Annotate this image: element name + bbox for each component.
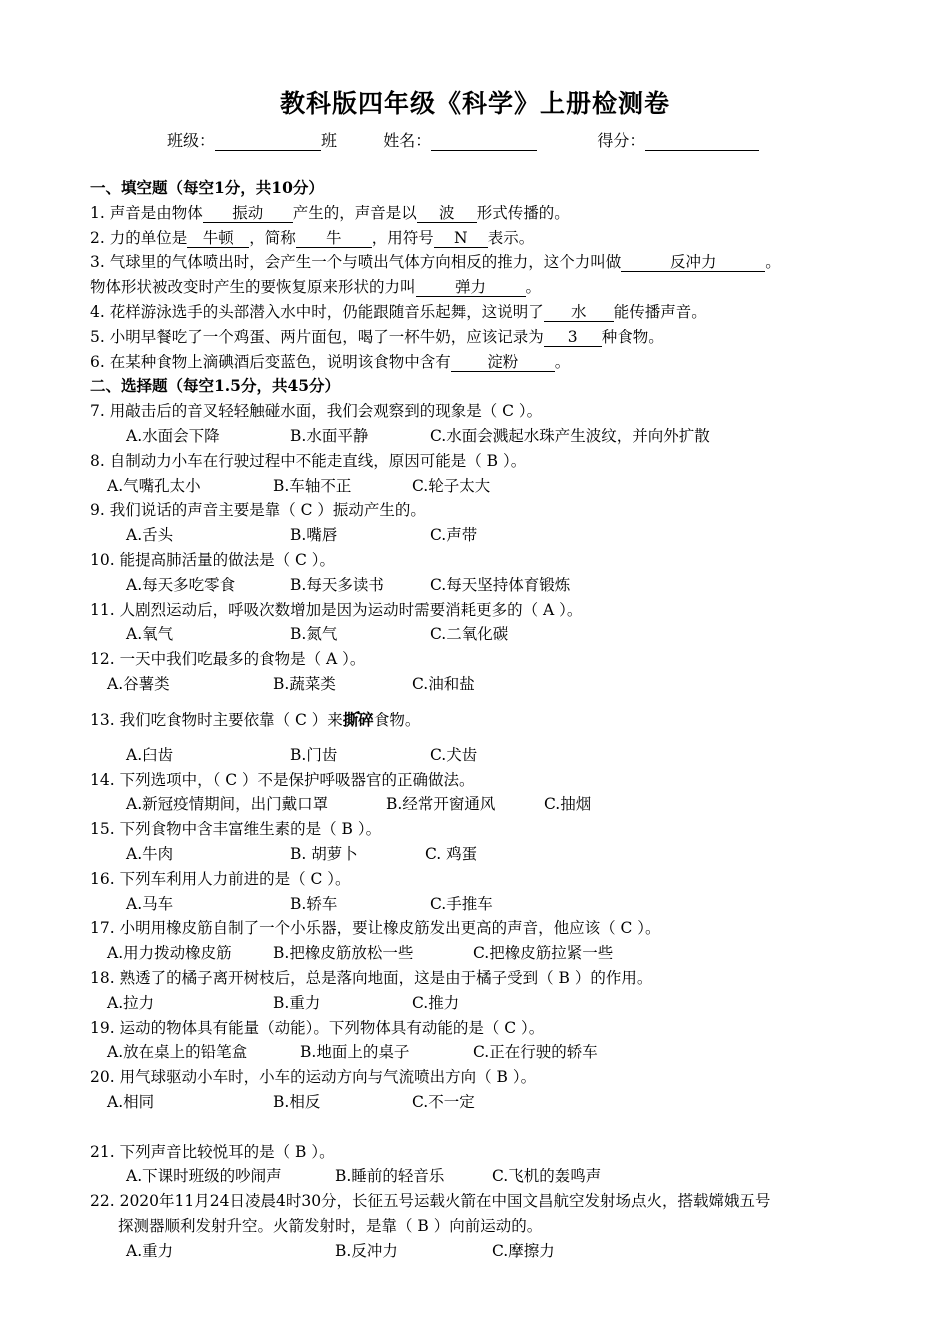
option-a: A.重力 (126, 1241, 174, 1260)
question-1 (90, 201, 890, 226)
section-heading: 一、填空题（每空1分，共10分） (90, 178, 324, 197)
option-c: C.油和盐 (412, 674, 475, 693)
exam-content (90, 176, 890, 1264)
option-b: B.蔬菜类 (273, 674, 336, 693)
option-a: A.下课时班级的吵闹声 (126, 1167, 282, 1186)
option-b: B.经常开窗通风 (386, 795, 496, 814)
question-18: 18. 熟透了的橘子离开树枝后，总是落向地面，这是由于橘子受到（ B ）的作用。 (90, 968, 653, 987)
q1-answer-2: 波 (417, 204, 477, 223)
option-c: C.每天坚持体育锻炼 (430, 575, 571, 594)
q5-text: 5. 小明早餐吃了一个鸡蛋、两片面包，喝了一杯牛奶，应该记录为 (90, 327, 544, 346)
question-17-options (90, 941, 890, 966)
class-suffix: 班 (321, 131, 338, 150)
option-b: B.门齿 (290, 745, 338, 764)
question-21: 21. 下列声音比较悦耳的是（ B ）。 (90, 1142, 335, 1161)
q2-text: 表示。 (487, 228, 535, 247)
score-label: 得分： (597, 131, 646, 150)
option-c: C.把橡皮筋拉紧一些 (473, 944, 614, 963)
question-15-options (90, 842, 890, 867)
section-heading: 二、选择题（每空1.5分，共45分） (90, 376, 341, 396)
option-c: C.轮子太大 (412, 476, 491, 495)
q6-text: 。 (554, 352, 571, 371)
q6-answer-1: 淀粉 (451, 353, 555, 372)
student-info-row (167, 128, 759, 151)
option-b: B.嘴唇 (290, 526, 338, 545)
q3-answer-1: 反冲力 (621, 253, 765, 272)
q1-text: 1. 声音是由物体 (90, 203, 203, 222)
option-a: A.牛肉 (126, 844, 174, 863)
q2-answer-1: 牛顿 (187, 229, 249, 248)
option-c: C.摩擦力 (492, 1241, 555, 1260)
question-7: 7. 用敲击后的音叉轻轻触碰水面，我们会观察到的现象是（ C ）。 (90, 402, 543, 421)
question-8-options (90, 474, 890, 499)
question-9-options (90, 523, 890, 548)
option-b: B.车轴不正 (273, 476, 352, 495)
option-b: B.相反 (273, 1092, 321, 1111)
option-b: B.重力 (273, 993, 321, 1012)
question-10-options (90, 573, 890, 598)
question-14-options (90, 792, 890, 817)
emphasis-text: 撕碎 (342, 709, 374, 729)
option-b: B.反冲力 (335, 1241, 398, 1260)
option-a: A.用力拨动橡皮筋 (107, 944, 232, 963)
option-c: C.声带 (430, 526, 478, 545)
option-a: A.气嘴孔太小 (107, 476, 201, 495)
option-b: B.地面上的桌子 (300, 1043, 410, 1062)
option-a: A.新冠疫情期间，出门戴口罩 (126, 795, 329, 814)
question-13 (90, 703, 890, 737)
question-22-options (90, 1239, 890, 1264)
question-20: 20. 用气球驱动小车时，小车的运动方向与气流喷出方向（ B ）。 (90, 1068, 537, 1087)
option-a: A.水面会下降 (126, 426, 220, 445)
option-b: B.水面平静 (290, 426, 369, 445)
question-20-options (90, 1090, 890, 1115)
question-18-options (90, 991, 890, 1016)
option-c: C.犬齿 (430, 745, 478, 764)
question-14: 14. 下列选项中，（ C ）不是保护呼吸器官的正确做法。 (90, 770, 475, 789)
question-16-options (90, 892, 890, 917)
option-a: A.拉力 (107, 993, 155, 1012)
option-b: B. 胡萝卜 (290, 844, 358, 863)
question-11: 11. 人剧烈运动后，呼吸次数增加是因为运动时需要消耗更多的（ A ）。 (90, 600, 583, 619)
class-blank (215, 134, 321, 151)
question-17: 17. 小明用橡皮筋自制了一个小乐器，要让橡皮筋发出更高的声音，他应该（ C ）。 (90, 919, 661, 938)
q3-text: 3. 气球里的气体喷出时，会产生一个与喷出气体方向相反的推力，这个力叫做 (90, 253, 622, 272)
option-c: C.二氧化碳 (430, 625, 509, 644)
question-12: 12. 一天中我们吃最多的食物是（ A ）。 (90, 650, 366, 669)
q2-text: ，简称 (249, 228, 296, 247)
question-7-options (90, 424, 890, 449)
q1-answer-1: 振动 (203, 204, 293, 223)
question-5 (90, 325, 890, 350)
question-21-options (90, 1164, 890, 1189)
option-b: B.每天多读书 (290, 575, 384, 594)
q1-text: 产生的，声音是以 (292, 203, 417, 222)
q6-text: 6. 在某种食物上滴碘酒后变蓝色，说明该食物中含有 (90, 352, 451, 371)
q1-text: 形式传播的。 (476, 203, 570, 222)
question-19-options (90, 1040, 890, 1065)
option-b: B.轿车 (290, 894, 338, 913)
q4-text: 4. 花样游泳选手的头部潜入水中时，仍能跟随音乐起舞，这说明了 (90, 302, 544, 321)
option-b: B.把橡皮筋放松一些 (273, 944, 414, 963)
question-15: 15. 下列食物中含丰富维生素的是（ B ）。 (90, 820, 382, 839)
option-a: A.谷薯类 (107, 674, 170, 693)
question-4 (90, 300, 890, 325)
option-c: C.手推车 (430, 894, 493, 913)
name-blank (431, 134, 537, 151)
q2-answer-2: 牛 (296, 229, 372, 248)
page-title: 教科版四年级《科学》上册检测卷 (279, 89, 670, 118)
question-16: 16. 下列车利用人力前进的是（ C ）。 (90, 869, 351, 888)
q3-answer-2: 弹力 (416, 278, 526, 297)
option-a: A.氧气 (126, 625, 174, 644)
question-12-options (90, 672, 890, 697)
q4-answer-1: 水 (544, 303, 614, 322)
q5-text: 种食物。 (601, 327, 664, 346)
option-b: B.睡前的轻音乐 (335, 1167, 445, 1186)
q5-answer-1: 3 (544, 328, 602, 347)
option-c: C.正在行驶的轿车 (473, 1043, 598, 1062)
score-blank (645, 134, 759, 151)
q13-text: 13. 我们吃食物时主要依靠（ C ）来 (90, 710, 343, 729)
option-c: C.不一定 (412, 1092, 475, 1111)
option-a: A.每天多吃零食 (126, 575, 236, 594)
q2-text: 2. 力的单位是 (90, 228, 188, 247)
q2-text: ，用符号 (371, 228, 434, 247)
option-c: C.水面会溅起水珠产生波纹，并向外扩散 (430, 426, 710, 445)
option-c: C. 鸡蛋 (425, 844, 478, 863)
option-a: A.相同 (107, 1092, 155, 1111)
question-6 (90, 350, 890, 375)
option-c: C.抽烟 (544, 795, 592, 814)
q3-text: 。 (525, 278, 542, 297)
q3-text: 。 (765, 253, 781, 272)
option-b: B.氮气 (290, 625, 338, 644)
q3-text: 物体形状被改变时产生的要恢复原来形状的力叫 (90, 278, 416, 297)
q4-text: 能传播声音。 (613, 302, 707, 321)
question-3-cont (90, 275, 890, 300)
option-a: A.马车 (126, 894, 174, 913)
q2-answer-3: N (434, 229, 488, 248)
question-13-options (90, 743, 890, 768)
option-a: A.臼齿 (126, 745, 174, 764)
question-11-options (90, 622, 890, 647)
class-label: 班级： (167, 131, 216, 150)
q13-text: 食物。 (373, 710, 421, 729)
question-8: 8. 自制动力小车在行驶过程中不能走直线，原因可能是（ B ）。 (90, 451, 527, 470)
question-22: 22. 2020年11月24日凌晨4时30分，长征五号运载火箭在中国文昌航空发射场点火，搭载嫦娥五号 (90, 1192, 771, 1211)
question-10: 10. 能提高肺活量的做法是（ C ）。 (90, 550, 336, 569)
option-a: A.放在桌上的铅笔盒 (107, 1043, 248, 1062)
question-19: 19. 运动的物体具有能量（动能）。下列物体具有动能的是（ C ）。 (90, 1018, 545, 1037)
name-label: 姓名： (383, 131, 432, 150)
question-2 (90, 226, 890, 251)
question-9: 9. 我们说话的声音主要是靠（ C ）振动产生的。 (90, 501, 426, 520)
option-a: A.舌头 (126, 526, 174, 545)
question-22-cont: 探测器顺利发射升空。火箭发射时，是靠（ B ）向前运动的。 (118, 1217, 543, 1236)
option-c: C.飞机的轰鸣声 (492, 1167, 602, 1186)
question-3 (90, 250, 890, 275)
option-c: C.推力 (412, 993, 460, 1012)
